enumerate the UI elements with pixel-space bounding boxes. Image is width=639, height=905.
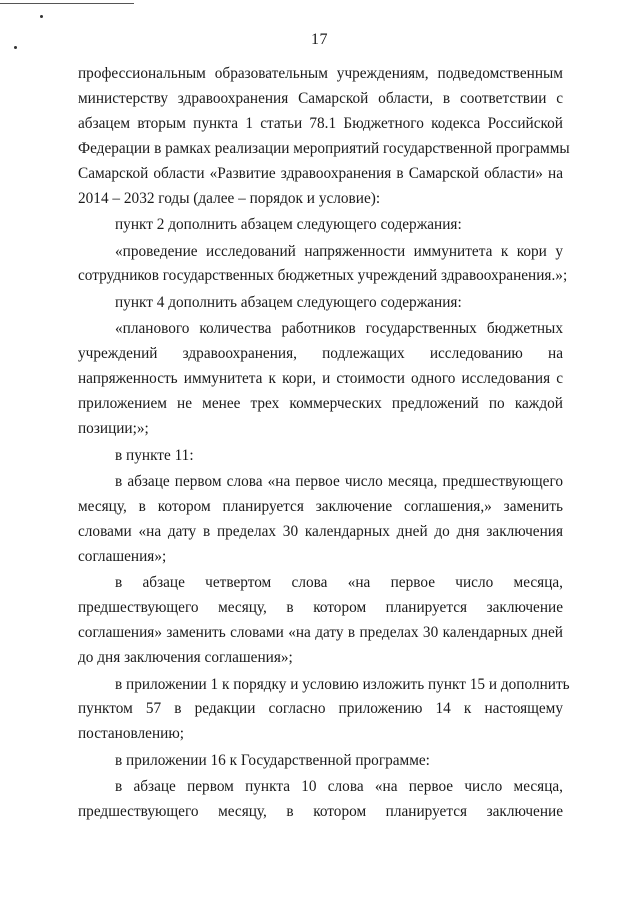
scan-mark	[40, 15, 43, 18]
text-line: в пункте 11:	[115, 446, 194, 464]
text-line: пунктом 57 в редакции согласно приложению 14 к настоящему	[78, 700, 563, 718]
top-rule	[0, 3, 134, 4]
paragraph	[78, 213, 563, 238]
text-line: месяцу, в котором планируется заключение соглашения,» заменить	[78, 497, 563, 515]
text-line: абзацем вторым пункта 1 статьи 78.1 Бюджетного кодекса Российской	[78, 114, 563, 132]
text-line: пункт 4 дополнить абзацем следующего содержания:	[115, 293, 462, 311]
text-line: пункт 2 дополнить абзацем следующего содержания:	[115, 216, 462, 234]
text-line: учреждений здравоохранения, подлежащих исследованию на	[78, 345, 563, 363]
paragraph	[78, 749, 563, 774]
paragraph	[78, 317, 563, 442]
paragraph	[78, 470, 563, 570]
text-line: профессиональным образовательным учреждениям, подведомственным	[78, 65, 563, 82]
text-line: позиции;»;	[78, 420, 149, 438]
text-line: в абзаце первом пункта 10 слова «на первое число месяца,	[115, 778, 563, 796]
text-line: Самарской области «Развитие здравоохранения в Самарской области» на	[78, 164, 563, 182]
paragraph	[78, 444, 563, 469]
text-line: в абзаце четвертом слова «на первое число месяца,	[115, 574, 563, 592]
text-line: в абзаце первом слова «на первое число месяца, предшествующего	[115, 473, 563, 491]
text-line: «проведение исследований напряженности иммунитета к кори у	[115, 242, 563, 260]
text-line: «планового количества работников государственных бюджетных	[115, 320, 563, 338]
paragraph	[78, 571, 563, 671]
paragraph	[78, 775, 563, 825]
text-line: в приложении 1 к порядку и условию изложить пункт 15 и дополнить	[115, 675, 570, 693]
text-line: сотрудников государственных бюджетных учреждений здравоохранения.»;	[78, 267, 568, 285]
text-line: предшествующего месяцу, в котором планируется заключение	[78, 803, 563, 821]
paragraph	[78, 291, 563, 316]
text-line: предшествующего месяцу, в котором планируется заключение	[78, 599, 563, 617]
text-line: напряженность иммунитета к кори, и стоимости одного исследования с	[78, 370, 563, 388]
text-line: в приложении 16 к Государственной программе:	[115, 751, 430, 769]
document-body	[78, 62, 570, 827]
text-line: словами «на дату в пределах 30 календарных дней до дня заключения	[78, 522, 563, 540]
text-line: 2014 – 2032 годы (далее – порядок и условие):	[78, 189, 381, 207]
text-line: приложением не менее трех коммерческих предложений по каждой	[78, 395, 563, 413]
paragraph	[78, 240, 568, 290]
text-line: соглашения»;	[78, 547, 167, 565]
text-line: соглашения» заменить словами «на дату в пределах 30 календарных дней	[78, 624, 563, 642]
paragraph	[78, 62, 570, 211]
text-line: министерству здравоохранения Самарской области, в соответствии с	[78, 89, 563, 107]
text-line: Федерации в рамках реализации мероприятий государственной программы	[78, 139, 570, 157]
page-number: 17	[311, 31, 328, 48]
text-line: постановлению;	[78, 725, 184, 743]
paragraph	[78, 673, 570, 748]
text-line: до дня заключения соглашения»;	[78, 649, 293, 666]
